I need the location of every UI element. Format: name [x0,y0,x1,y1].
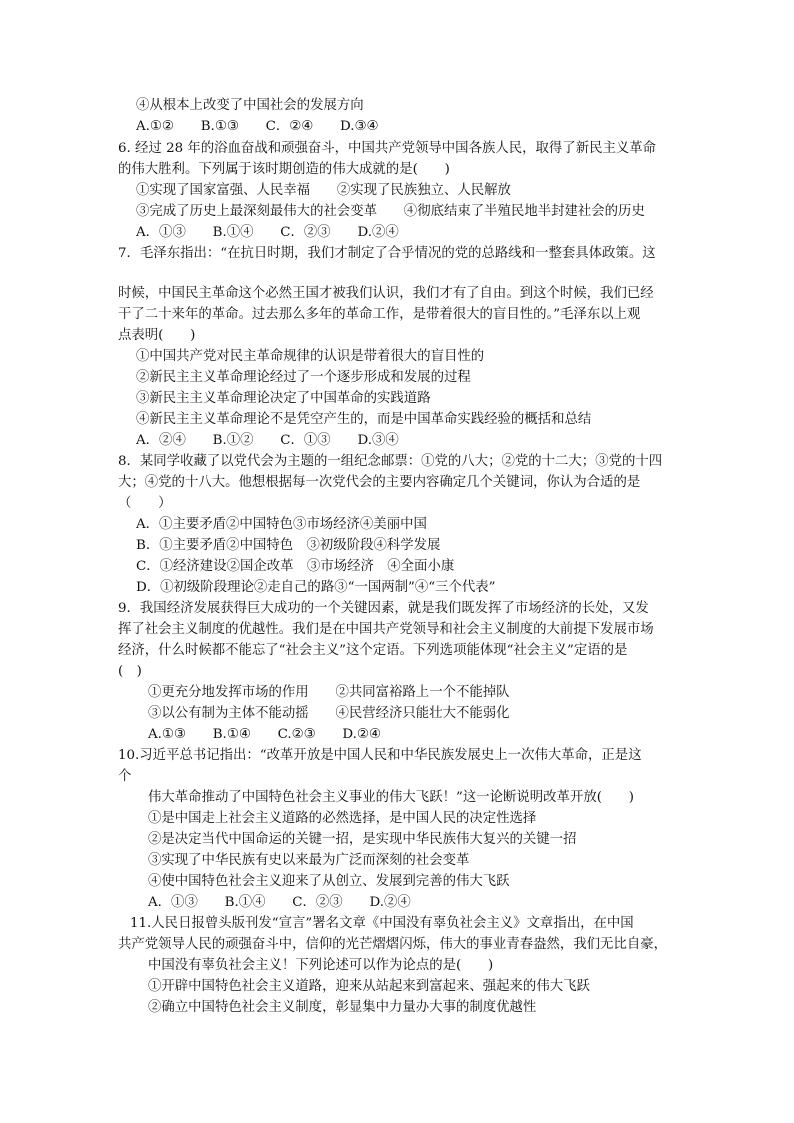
q5-answer-choices: A.①② B.①③ C．②④ D.③④ [136,119,379,134]
q11-option-2: ②确立中国特色社会主义制度，彰显集中力量办大事的制度优越性 [148,1000,537,1015]
q6-stem-line-2: 的伟大胜利。下列属于该时期创造的伟大成就的是( ) [118,162,450,177]
q10-stem-line-1: 10.习近平总书记指出：“改革开放是中国人民和中华民族发展史上一次伟大革命，正是这 [118,748,642,763]
q7-answer-choices: A．②④ B.①② C．①③ D.③④ [136,433,399,448]
q8-choice-d: D．①初级阶段理论②走自己的路③“一国两制”④“三个代表” [136,580,496,595]
q10-option-1: ①是中国走上社会主义道路的必然选择，是中国人民的决定性选择 [148,811,537,826]
q6-stem-line-1: 6. 经过 28 年的浴血奋战和顽强奋斗，中国共产党领导中国各族人民，取得了新民主义革命 [118,141,657,156]
q7-option-4: ④新民主主义革命理论不是凭空产生的，而是中国革命实践经验的概括和总结 [136,412,592,427]
q8-choice-c: C．①经济建设②国企改革 ③市场经济 ④全面小康 [136,559,455,574]
q7-stem-line-3: 干了二十来年的革命。过去那么多年的革命工作，是带着很大的盲目性的。”毛泽东以上观 [118,307,641,322]
q11-option-1: ①开辟中国特色社会主义道路，迎来从站起来到富起来、强起来的伟大飞跃 [148,979,590,994]
q9-stem-line-1: 9．我国经济发展获得巨大成功的一个关键因素，就是我们既发挥了市场经济的长处，又发 [118,601,649,616]
q11-stem-line-1: 11.人民日报曾头版刊发“宣言”署名文章《中国没有辜负社会主义》文章指出，在中国 [130,916,634,931]
q10-answer-choices: A．①③ B.①④ C．②③ D.②④ [148,895,411,910]
q7-option-1: ①中国共产党对民主革命规律的认识是带着很大的盲目性的 [136,349,485,364]
q9-stem-line-4: ( ) [118,664,142,679]
q9-stem-line-3: 经济，什么时候都不能忘了“社会主义”这个定语。下列选项能体现“社会主义”定语的是 [118,643,628,658]
q8-choice-a: A．①主要矛盾②中国特色③市场经济④美丽中国 [136,517,427,532]
q10-option-4: ④使中国特色社会主义迎来了从创立、发展到完善的伟大飞跃 [148,874,510,889]
q8-choice-b: B．①主要矛盾②中国特色 ③初级阶段④科学发展 [136,538,441,553]
q6-answer-choices: A．①③ B.①④ C．②③ D.②④ [136,225,399,240]
q10-option-3: ③实现了中华民族有史以来最为广泛而深刻的社会变革 [148,853,470,868]
q11-stem-line-3: 中国没有辜负社会主义！下列论述可以作为论点的是( ) [148,958,494,973]
q9-answer-choices: A.①③ B.①④ C.②③ D.②④ [148,727,381,742]
q9-options-1-2: ①更充分地发挥市场的作用 ②共同富裕路上一个不能掉队 [148,685,510,700]
q10-stem-line-2: 个 [118,769,132,784]
q9-stem-line-2: 挥了社会主义制度的优越性。我们是在中国共产党领导和社会主义制度的大前提下发展市场 [118,622,654,637]
q10-stem-line-3: 伟大革命推动了中国特色社会主义事业的伟大飞跃！”这一论断说明改革开放( ) [148,790,634,805]
q7-stem-line-1: 7．毛泽东指出：“在抗日时期，我们才制定了合乎情况的党的总路线和一整套具体政策。这 [118,246,656,261]
q7-option-3: ③新民主主义革命理论决定了中国革命的实践道路 [136,391,431,406]
q8-stem-line-1: 8．某同学收藏了以党代会为主题的一组纪念邮票：①党的八大；②党的十二大；③党的十四 [118,454,663,469]
q9-options-3-4: ③以公有制为主体不能动摇 ④民营经济只能壮大不能弱化 [148,706,510,721]
q11-stem-line-2: 共产党领导人民的顽强奋斗中，信仰的光芒熠熠闪烁，伟大的事业青春盎然，我们无比自豪， [118,937,668,952]
q5-option-4: ④从根本上改变了中国社会的发展方向 [136,98,364,113]
q7-stem-line-2: 时候，中国民主革命这个必然王国才被我们认识，我们才有了自由。到这个时候，我们已经 [118,286,654,301]
q8-stem-line-2: 大；④党的十八大。他想根据每一次党代会的主要内容确定几个关键词，你认为合适的是 [118,475,641,490]
q7-option-2: ②新民主主义革命理论经过了一个逐步形成和发展的过程 [136,370,471,385]
q7-stem-line-4: 点表明( ) [118,328,196,343]
q6-options-1-2: ①实现了国家富强、人民幸福 ②实现了民族独立、人民解放 [136,183,511,198]
q10-option-2: ②是决定当代中国命运的关键一招，是实现中华民族伟大复兴的关键一招 [148,832,577,847]
q8-stem-line-3: （ ） [118,496,172,511]
q6-options-3-4: ③完成了历史上最深刻最伟大的社会变革 ④彻底结束了半殖民地半封建社会的历史 [136,204,645,219]
